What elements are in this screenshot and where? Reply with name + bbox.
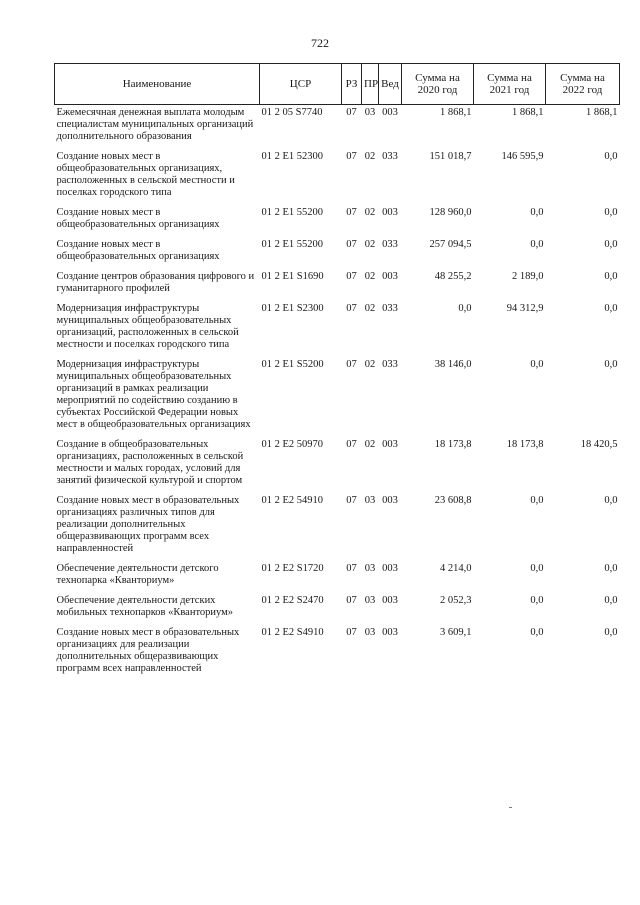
cell-sum-2022: 0,0 bbox=[604, 271, 618, 282]
cell-sum-2022: 0,0 bbox=[604, 627, 618, 638]
cell-rz: 07 bbox=[346, 303, 357, 314]
cell-rz: 07 bbox=[346, 495, 357, 506]
cell-sum-2020: 2 052,3 bbox=[440, 595, 472, 606]
cell-csr: 01 2 E2 50970 bbox=[261, 439, 324, 450]
cell-rz: 07 bbox=[346, 107, 357, 118]
cell-ved: 033 bbox=[382, 239, 398, 250]
cell-sum-2022: 1 868,1 bbox=[586, 107, 618, 118]
cell-sum-2021: 94 312,9 bbox=[506, 303, 544, 314]
cell-csr: 01 2 E1 55200 bbox=[261, 207, 324, 218]
cell-ved: 003 bbox=[382, 207, 398, 218]
cell-name: Создание новых мест в образовательных организациях для реализации дополнительных общеразвивающих программ всех направленностей bbox=[56, 627, 240, 674]
cell-name: Модернизация инфраструктуры муниципальных общеобразовательных организаций в рамках реализации мероприятий по содействию созданию в субъектах Российской Федерации новых мест в общеобразовательных организациях bbox=[56, 359, 251, 430]
cell-sum-2022: 0,0 bbox=[604, 207, 618, 218]
budget-table bbox=[54, 63, 620, 681]
table-row bbox=[55, 105, 620, 150]
cell-sum-2020: 1 868,1 bbox=[440, 107, 472, 118]
cell-pr: 03 bbox=[364, 627, 376, 638]
cell-rz: 07 bbox=[346, 595, 357, 606]
table-row bbox=[55, 237, 620, 269]
cell-sum-2021: 2 189,0 bbox=[512, 271, 544, 282]
table-row bbox=[55, 437, 620, 493]
cell-csr: 01 2 E2 S1720 bbox=[261, 563, 324, 574]
header-sum-2021: Сумма на 2021 год bbox=[474, 64, 546, 105]
cell-sum-2020: 4 214,0 bbox=[440, 563, 472, 574]
cell-sum-2020: 3 609,1 bbox=[440, 627, 472, 638]
cell-sum-2020: 18 173,8 bbox=[434, 439, 472, 450]
table-body bbox=[55, 105, 620, 682]
cell-sum-2022: 18 420,5 bbox=[580, 439, 618, 450]
cell-pr: 03 bbox=[364, 563, 376, 574]
table-row bbox=[55, 301, 620, 357]
cell-pr: 02 bbox=[364, 207, 376, 218]
cell-pr: 02 bbox=[364, 303, 376, 314]
header-name: Наименование bbox=[55, 64, 260, 105]
table-header-row bbox=[55, 64, 620, 105]
cell-csr: 01 2 E2 54910 bbox=[261, 495, 324, 506]
cell-name: Создание центров образования цифрового и гуманитарного профилей bbox=[56, 271, 255, 294]
cell-pr: 02 bbox=[364, 439, 376, 450]
cell-sum-2022: 0,0 bbox=[604, 303, 618, 314]
cell-sum-2022: 0,0 bbox=[604, 239, 618, 250]
table-row bbox=[55, 357, 620, 437]
cell-rz: 07 bbox=[346, 563, 357, 574]
cell-name: Обеспечение деятельности детского технопарка «Кванториум» bbox=[56, 563, 219, 586]
header-ved: Вед bbox=[379, 64, 402, 105]
cell-ved: 003 bbox=[382, 595, 398, 606]
cell-sum-2021: 0,0 bbox=[530, 207, 544, 218]
cell-sum-2022: 0,0 bbox=[604, 563, 618, 574]
cell-csr: 01 2 E1 55200 bbox=[261, 239, 324, 250]
cell-name: Модернизация инфраструктуры муниципальных общеобразовательных организаций, расположенных в сельской местности и поселках городского типа bbox=[56, 303, 239, 350]
cell-sum-2020: 151 018,7 bbox=[429, 151, 472, 162]
cell-rz: 07 bbox=[346, 359, 357, 370]
cell-name: Создание новых мест в общеобразовательных организациях bbox=[56, 239, 220, 262]
cell-sum-2020: 38 146,0 bbox=[434, 359, 472, 370]
header-pr: ПР bbox=[362, 64, 379, 105]
cell-rz: 07 bbox=[346, 207, 357, 218]
cell-sum-2021: 0,0 bbox=[530, 495, 544, 506]
cell-sum-2021: 146 595,9 bbox=[501, 151, 544, 162]
cell-sum-2020: 257 094,5 bbox=[429, 239, 472, 250]
cell-pr: 02 bbox=[364, 359, 376, 370]
cell-sum-2020: 23 608,8 bbox=[434, 495, 472, 506]
cell-sum-2022: 0,0 bbox=[604, 495, 618, 506]
table-row bbox=[55, 149, 620, 205]
cell-pr: 02 bbox=[364, 151, 376, 162]
cell-sum-2022: 0,0 bbox=[604, 595, 618, 606]
cell-rz: 07 bbox=[346, 239, 357, 250]
cell-csr: 01 2 05 S7740 bbox=[261, 107, 323, 118]
cell-ved: 033 bbox=[382, 303, 398, 314]
header-rz: РЗ bbox=[342, 64, 362, 105]
cell-ved: 003 bbox=[382, 439, 398, 450]
cell-rz: 07 bbox=[346, 439, 357, 450]
cell-name: Обеспечение деятельности детских мобильных технопарков «Кванториум» bbox=[56, 595, 234, 618]
cell-csr: 01 2 E2 S4910 bbox=[261, 627, 324, 638]
cell-ved: 033 bbox=[382, 359, 398, 370]
cell-sum-2022: 0,0 bbox=[604, 151, 618, 162]
cell-sum-2020: 0,0 bbox=[458, 303, 472, 314]
cell-pr: 03 bbox=[364, 495, 376, 506]
cell-ved: 003 bbox=[382, 627, 398, 638]
header-csr: ЦСР bbox=[260, 64, 342, 105]
cell-name: Создание новых мест в общеобразовательных организациях bbox=[56, 207, 220, 230]
table-row bbox=[55, 493, 620, 561]
cell-name: Ежемесячная денежная выплата молодым специалистам муниципальных организаций дополнительного образования bbox=[56, 107, 254, 142]
cell-sum-2020: 48 255,2 bbox=[434, 271, 472, 282]
cell-sum-2021: 0,0 bbox=[530, 563, 544, 574]
cell-name: Создание новых мест в образовательных организациях различных типов для реализации дополнительных общеразвивающих программ всех направленностей bbox=[56, 495, 240, 554]
cell-pr: 03 bbox=[364, 595, 376, 606]
cell-ved: 033 bbox=[382, 151, 398, 162]
cell-name: Создание в общеобразовательных организациях, расположенных в сельской местности и малых городах, условий для занятий физической культурой и спортом bbox=[56, 439, 244, 486]
cell-rz: 07 bbox=[346, 271, 357, 282]
cell-ved: 003 bbox=[382, 563, 398, 574]
cell-pr: 03 bbox=[364, 107, 376, 118]
cell-rz: 07 bbox=[346, 627, 357, 638]
cell-sum-2022: 0,0 bbox=[604, 359, 618, 370]
cell-csr: 01 2 E1 52300 bbox=[261, 151, 324, 162]
cell-csr: 01 2 E1 S5200 bbox=[261, 359, 324, 370]
cell-ved: 003 bbox=[382, 107, 398, 118]
cell-sum-2021: 0,0 bbox=[530, 595, 544, 606]
cell-csr: 01 2 E1 S1690 bbox=[261, 271, 324, 282]
header-sum-2022: Сумма на 2022 год bbox=[546, 64, 620, 105]
cell-ved: 003 bbox=[382, 495, 398, 506]
header-sum-2020: Сумма на 2020 год bbox=[402, 64, 474, 105]
table-row bbox=[55, 269, 620, 301]
cell-csr: 01 2 E2 S2470 bbox=[261, 595, 324, 606]
table-row bbox=[55, 205, 620, 237]
cell-sum-2021: 18 173,8 bbox=[506, 439, 544, 450]
cell-sum-2020: 128 960,0 bbox=[429, 207, 472, 218]
cell-pr: 02 bbox=[364, 239, 376, 250]
cell-sum-2021: 0,0 bbox=[530, 239, 544, 250]
table-row bbox=[55, 561, 620, 593]
cell-ved: 003 bbox=[382, 271, 398, 282]
cell-sum-2021: 0,0 bbox=[530, 627, 544, 638]
table-row bbox=[55, 593, 620, 625]
cell-csr: 01 2 E1 S2300 bbox=[261, 303, 324, 314]
cell-rz: 07 bbox=[346, 151, 357, 162]
cell-name: Создание новых мест в общеобразовательных организациях, расположенных в сельской местности и поселках городского типа bbox=[56, 151, 235, 198]
scan-mark bbox=[509, 807, 512, 808]
cell-sum-2021: 0,0 bbox=[530, 359, 544, 370]
cell-sum-2021: 1 868,1 bbox=[512, 107, 544, 118]
page-number: 722 bbox=[311, 36, 329, 50]
table-row bbox=[55, 625, 620, 681]
cell-pr: 02 bbox=[364, 271, 376, 282]
